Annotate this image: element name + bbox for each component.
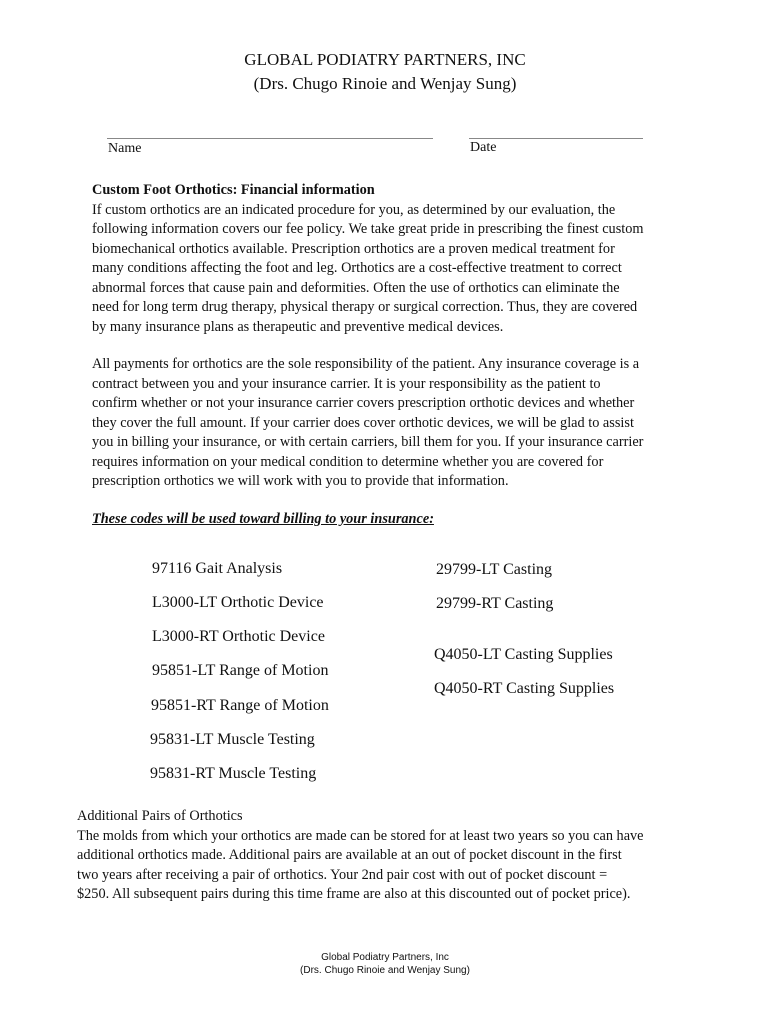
additional-heading: Additional Pairs of Orthotics [77,808,243,824]
date-line[interactable] [469,138,643,139]
additional-line: $250. All subsequent pairs during this time frame are also at this discounted out of pocket price). [77,886,631,902]
code-item: 95851-RT Range of Motion [151,697,329,714]
payments-line: confirm whether or not your insurance carrier covers prescription orthotic devices and whether [92,395,635,411]
doctors-subtitle: (Drs. Chugo Rinoie and Wenjay Sung) [253,74,517,93]
code-item: L3000-LT Orthotic Device [152,594,324,611]
codes-heading: These codes will be used toward billing to your insurance: [92,511,434,527]
code-item: 95851-LT Range of Motion [152,662,329,679]
name-line[interactable] [107,138,433,139]
financial-line: following information covers our fee policy. We take great pride in prescribing the finest custom [92,221,644,237]
financial-line: many conditions affecting the foot and leg. Orthotics are a cost-effective treatment to correct [92,260,622,276]
payments-line: All payments for orthotics are the sole responsibility of the patient. Any insurance coverage is a [92,356,640,372]
code-item: 29799-LT Casting [436,561,553,578]
footer-doctors: (Drs. Chugo Rinoie and Wenjay Sung) [300,965,470,976]
company-title: GLOBAL PODIATRY PARTNERS, INC [244,50,526,69]
code-item: 97116 Gait Analysis [152,560,283,577]
payments-line: contract between you and your insurance carrier. It is your responsibility as the patient to [92,375,601,392]
financial-section [92,181,692,337]
financial-line: biomechanical orthotics available. Prescription orthotics are a proven medical treatment for [92,240,615,257]
additional-line: The molds from which your orthotics are made can be stored for at least two years so you can have [77,827,644,844]
financial-line: If custom orthotics are an indicated procedure for you, as determined by our evaluation, the [92,201,616,218]
footer-company: Global Podiatry Partners, Inc [321,952,449,963]
code-item: Q4050-RT Casting Supplies [434,680,615,697]
date-label: Date [470,140,497,155]
financial-line: by many insurance plans as therapeutic and preventive medical devices. [92,318,504,335]
payments-line: prescription orthotics we will work with you to provide that information. [92,473,509,489]
financial-line: need for long term drug therapy, physical therapy or surgical correction. Thus, they are covered [92,299,638,315]
additional-line: two years after receiving a pair of orthotics. Your 2nd pair cost with out of pocket discount = [77,866,608,883]
financial-heading: Custom Foot Orthotics: Financial information [92,182,375,198]
payments-section [92,355,692,492]
code-item: 95831-LT Muscle Testing [150,731,315,748]
additional-line: additional orthotics made. Additional pairs are available at an out of pocket discount in the first [77,847,622,863]
code-item: 95831-RT Muscle Testing [150,765,317,782]
financial-line: abnormal forces that cause pain and deformities. Often the use of orthotics can eliminate the [92,279,620,296]
payments-line: requires information on your medical condition to determine whether you are covered for [92,453,604,470]
code-item: 29799-RT Casting [436,595,554,612]
code-item: L3000-RT Orthotic Device [152,628,325,645]
name-label: Name [108,141,142,156]
payments-line: you in billing your insurance, or with certain carriers, bill them for you. If your insurance carrier [92,434,644,450]
additional-section [77,807,717,905]
code-item: Q4050-LT Casting Supplies [434,646,613,663]
payments-line: they cover the full amount. If your carrier does cover orthotic devices, we will be glad to assist [92,414,634,431]
